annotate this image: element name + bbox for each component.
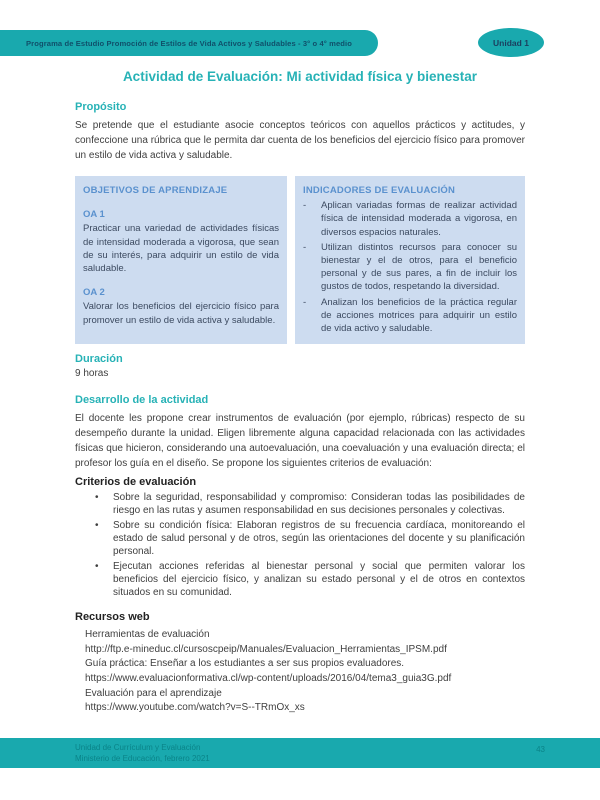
oa1-code: OA 1 (83, 209, 105, 221)
criterio-text: Sobre su condición física: Elaboran registros de su frecuencia cardíaca, monitoreando el estado de salud personal y de otros, según las orientaciones del docente y su planificación personal. (113, 520, 525, 558)
bullet-marker (95, 519, 113, 558)
page-footer (0, 738, 600, 768)
footer-org-line: Unidad de Currículum y Evaluación (75, 743, 201, 752)
criterios-heading: Criterios de evaluación (75, 476, 197, 489)
indicador-item (303, 199, 517, 239)
document-body (75, 64, 525, 716)
dash-marker (303, 241, 321, 294)
oa-table (75, 176, 525, 344)
resource-link[interactable]: https://www.youtube.com/watch?v=S--TRmOx_xs (85, 702, 305, 714)
criterios-list (75, 491, 525, 599)
recursos-list (75, 628, 525, 716)
duracion-value: 9 horas (75, 368, 109, 380)
oa1-text: Practicar una variedad de actividades físicas de intensidad moderada a vigorosa, que sean de su interés, para adquirir un estilo de vida saludable. (83, 223, 279, 275)
resource-label: Evaluación para el aprendizaje (85, 687, 222, 699)
criterio-text: Ejecutan acciones referidas al bienestar personal y social que permiten valorar los beneficios del ejercicio físico, y analizan su estado personal y el de otros en contextos situados en su comunidad. (113, 561, 525, 599)
recursos-heading: Recursos web (75, 611, 150, 624)
page-title: Actividad de Evaluación: Mi actividad física y bienestar (122, 69, 478, 84)
unit-pill-label: Unidad 1 (493, 37, 529, 48)
bullet-marker (95, 560, 113, 599)
criterio-text: Sobre la seguridad, responsabilidad y compromiso: Consideran todas las posibilidades de riesgo en las rutas y asumen responsabilidad en sus decisiones personales y colectivas. (113, 492, 525, 517)
resource-label: Herramientas de evaluación (85, 629, 210, 641)
program-pill (0, 30, 378, 56)
objetivos-column (75, 176, 287, 344)
duracion-heading: Duración (75, 353, 123, 366)
dash-marker (303, 296, 321, 336)
oa2-code: OA 2 (83, 287, 105, 299)
criterio-item (95, 491, 525, 517)
proposito-text: Se pretende que el estudiante asocie conceptos teóricos con aquellos prácticos y actitudes, y confeccione una rúbrica que le permita dar cuenta de los beneficios del ejercicio físico para promover un estilo de vida activa y saludable. (75, 120, 525, 161)
unit-pill (478, 28, 544, 57)
resource-label: Guía práctica: Enseñar a los estudiantes a ser sus propios evaluadores. (85, 658, 405, 670)
criterio-item (95, 519, 525, 558)
resource-link[interactable]: http://ftp.e-mineduc.cl/cursoscpeip/Manuales/Evaluacion_Herramientas_IPSM.pdf (85, 643, 447, 655)
desarrollo-heading: Desarrollo de la actividad (75, 394, 209, 407)
oa2-text: Valorar los beneficios del ejercicio físico para promover un estilo de vida activa y saludable. (83, 301, 279, 326)
indicador-text: Aplican variadas formas de realizar actividad física de intensidad moderada a vigorosa, en diversos espacios naturales. (321, 200, 517, 238)
indicador-item (303, 241, 517, 294)
page-header (0, 30, 600, 56)
resource-link[interactable]: https://www.evaluacionformativa.cl/wp-content/uploads/2016/04/tema3_guia3G.pdf (85, 673, 452, 685)
desarrollo-text: El docente les propone crear instrumentos de evaluación (por ejemplo, rúbricas) respecto de su desempeño durante la unidad. Eligen libremente alguna capacidad relacionada con las actividades físicas que hicieron, considerando una autoevaluación, una coevaluación y una evaluación directa; el profesor los guía en el diseño. Se propone los siguientes criterios de evaluación: (75, 413, 525, 470)
footer-ministry-line: Ministerio de Educación, febrero 2021 (75, 754, 210, 763)
criterio-item (95, 560, 525, 599)
indicador-text: Analizan los beneficios de la práctica regular de acciones motrices para adquirir un estilo de vida activo y saludable. (321, 296, 517, 335)
objetivos-heading: OBJETIVOS DE APRENDIZAJE (83, 185, 228, 196)
indicadores-heading: INDICADORES DE EVALUACIÓN (303, 185, 456, 196)
bullet-marker (95, 491, 113, 517)
indicador-text: Utilizan distintos recursos para conocer su bienestar y el de otros, para el beneficio personal y de sus pares, a fin de incluir los gustos de todos, respetando la diversidad. (321, 241, 517, 293)
indicador-item (303, 296, 517, 336)
program-pill-label: Programa de Estudio Promoción de Estilos de Vida Activos y Saludables - 3° o 4° medio (26, 38, 352, 48)
page-number: 43 (536, 745, 545, 754)
proposito-heading: Propósito (75, 101, 127, 113)
dash-marker (303, 199, 321, 239)
indicadores-column (295, 176, 525, 344)
